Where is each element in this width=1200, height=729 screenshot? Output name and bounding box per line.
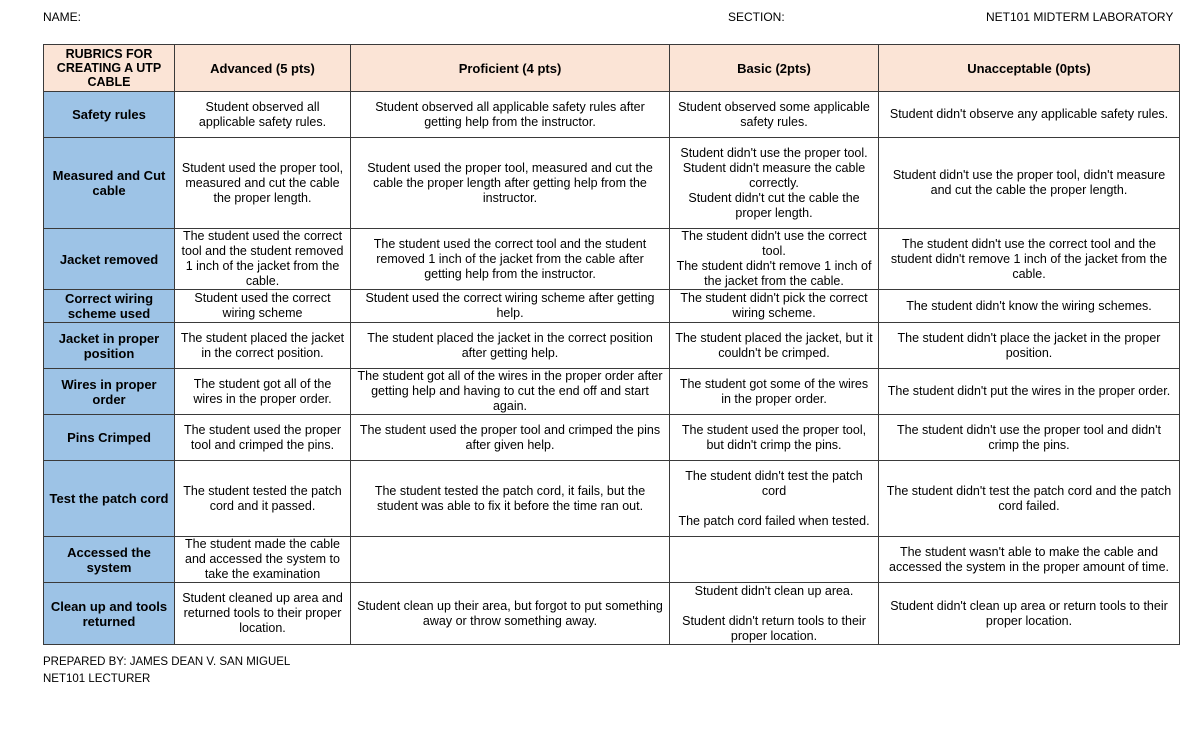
rubric-cell: Student used the proper tool, measured and cut the cable the proper length. bbox=[175, 138, 351, 229]
rubric-cell: The student didn't use the correct tool and the student didn't remove 1 inch of the jacket from the cable. bbox=[879, 229, 1180, 290]
rubric-cell: The student used the correct tool and the student removed 1 inch of the jacket from the cable. bbox=[175, 229, 351, 290]
table-row bbox=[44, 229, 1180, 290]
rubric-cell: Student observed all applicable safety rules. bbox=[175, 92, 351, 138]
table-row bbox=[44, 461, 1180, 537]
rubric-cell: Student didn't use the proper tool. Student didn't measure the cable correctly. Student didn't cut the cable the proper length. bbox=[670, 138, 879, 229]
table-row bbox=[44, 323, 1180, 369]
rubric-title-cell: RUBRICS FOR CREATING A UTP CABLE bbox=[44, 45, 175, 92]
rubric-cell: The student got some of the wires in the proper order. bbox=[670, 369, 879, 415]
level-header-basic: Basic (2pts) bbox=[670, 45, 879, 92]
rubric-cell: The student didn't pick the correct wiring scheme. bbox=[670, 290, 879, 323]
rubric-cell bbox=[351, 537, 670, 583]
rubric-cell: The student didn't put the wires in the proper order. bbox=[879, 369, 1180, 415]
level-header-proficient: Proficient (4 pts) bbox=[351, 45, 670, 92]
rubric-cell: The student made the cable and accessed the system to take the examination bbox=[175, 537, 351, 583]
rubric-cell: Student didn't clean up area. Student didn't return tools to their proper location. bbox=[670, 583, 879, 645]
criterion-cell: Jacket removed bbox=[44, 229, 175, 290]
rubric-cell: The student used the proper tool, but didn't crimp the pins. bbox=[670, 415, 879, 461]
rubric-cell: Student used the correct wiring scheme bbox=[175, 290, 351, 323]
rubric-cell: Student didn't observe any applicable safety rules. bbox=[879, 92, 1180, 138]
rubric-cell: The student placed the jacket, but it couldn't be crimped. bbox=[670, 323, 879, 369]
level-header-advanced: Advanced (5 pts) bbox=[175, 45, 351, 92]
rubric-cell: The student placed the jacket in the correct position after getting help. bbox=[351, 323, 670, 369]
section-label: SECTION: bbox=[728, 10, 785, 24]
rubric-cell: Student observed all applicable safety rules after getting help from the instructor. bbox=[351, 92, 670, 138]
name-label: NAME: bbox=[43, 10, 82, 24]
rubric-cell: Student cleaned up area and returned tools to their proper location. bbox=[175, 583, 351, 645]
rubric-cell: The student used the proper tool and crimped the pins. bbox=[175, 415, 351, 461]
table-row bbox=[44, 537, 1180, 583]
rubric-cell bbox=[670, 537, 879, 583]
table-row bbox=[44, 92, 1180, 138]
rubric-cell: The student used the correct tool and the student removed 1 inch of the jacket from the cable after getting help from the instructor. bbox=[351, 229, 670, 290]
rubric-cell: The student didn't test the patch cord The patch cord failed when tested. bbox=[670, 461, 879, 537]
rubric-cell: Student used the proper tool, measured and cut the cable the proper length after getting help from the instructor. bbox=[351, 138, 670, 229]
course-title: NET101 MIDTERM LABORATORY bbox=[986, 10, 1174, 24]
criterion-cell: Test the patch cord bbox=[44, 461, 175, 537]
criterion-cell: Pins Crimped bbox=[44, 415, 175, 461]
rubric-cell: The student didn't place the jacket in the proper position. bbox=[879, 323, 1180, 369]
rubric-cell: Student observed some applicable safety rules. bbox=[670, 92, 879, 138]
rubric-cell: The student got all of the wires in the proper order after getting help and having to cut the end off and start again. bbox=[351, 369, 670, 415]
criterion-cell: Clean up and tools returned bbox=[44, 583, 175, 645]
rubric-cell: Student didn't use the proper tool, didn't measure and cut the cable the proper length. bbox=[879, 138, 1180, 229]
rubric-cell: The student used the proper tool and crimped the pins after given help. bbox=[351, 415, 670, 461]
criterion-cell: Safety rules bbox=[44, 92, 175, 138]
table-row bbox=[44, 138, 1180, 229]
rubric-cell: The student wasn't able to make the cable and accessed the system in the proper amount of time. bbox=[879, 537, 1180, 583]
lecturer-role: NET101 LECTURER bbox=[43, 673, 151, 685]
rubric-cell: The student didn't use the correct tool. The student didn't remove 1 inch of the jacket from the cable. bbox=[670, 229, 879, 290]
table-row bbox=[44, 290, 1180, 323]
rubric-cell: The student got all of the wires in the proper order. bbox=[175, 369, 351, 415]
rubric-cell: Student used the correct wiring scheme after getting help. bbox=[351, 290, 670, 323]
rubric-cell: Student didn't clean up area or return tools to their proper location. bbox=[879, 583, 1180, 645]
criterion-cell: Accessed the system bbox=[44, 537, 175, 583]
criterion-cell: Wires in proper order bbox=[44, 369, 175, 415]
criterion-cell: Jacket in proper position bbox=[44, 323, 175, 369]
table-row bbox=[44, 369, 1180, 415]
rubric-cell: The student didn't use the proper tool and didn't crimp the pins. bbox=[879, 415, 1180, 461]
rubric-cell: The student didn't know the wiring schemes. bbox=[879, 290, 1180, 323]
rubric-table bbox=[43, 44, 1180, 645]
table-header-row bbox=[44, 45, 1180, 92]
level-header-unacceptable: Unacceptable (0pts) bbox=[879, 45, 1180, 92]
rubric-cell: Student clean up their area, but forgot to put something away or throw something away. bbox=[351, 583, 670, 645]
prepared-by: PREPARED BY: JAMES DEAN V. SAN MIGUEL bbox=[43, 656, 291, 668]
rubric-cell: The student tested the patch cord, it fails, but the student was able to fix it before the time ran out. bbox=[351, 461, 670, 537]
table-row bbox=[44, 583, 1180, 645]
rubric-cell: The student didn't test the patch cord and the patch cord failed. bbox=[879, 461, 1180, 537]
criterion-cell: Correct wiring scheme used bbox=[44, 290, 175, 323]
rubric-cell: The student placed the jacket in the correct position. bbox=[175, 323, 351, 369]
table-row bbox=[44, 415, 1180, 461]
criterion-cell: Measured and Cut cable bbox=[44, 138, 175, 229]
rubric-cell: The student tested the patch cord and it passed. bbox=[175, 461, 351, 537]
